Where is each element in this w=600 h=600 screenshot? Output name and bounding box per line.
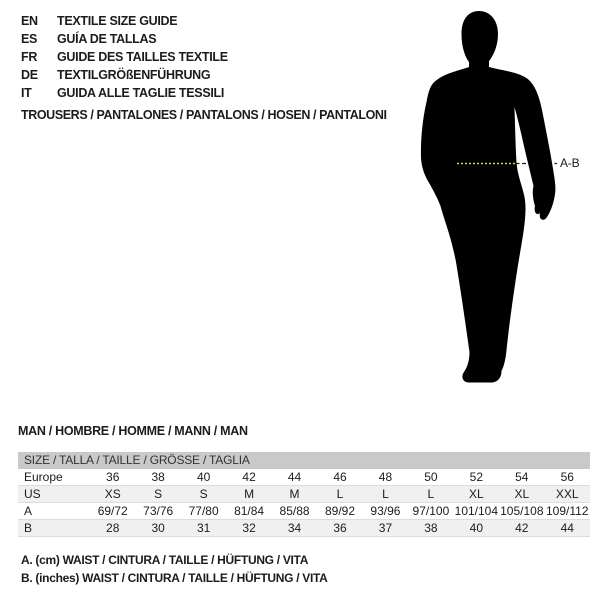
table-cell: 73/76 — [143, 504, 174, 518]
row-label: A — [24, 504, 33, 518]
table-cell: 28 — [106, 521, 120, 535]
table-row — [18, 503, 590, 520]
language-row — [21, 12, 228, 30]
table-cell: 44 — [287, 470, 302, 484]
table-row — [18, 469, 590, 486]
table-cell: XS — [104, 487, 121, 501]
table-cell: 44 — [560, 521, 574, 535]
table-cell: 31 — [196, 521, 211, 535]
man-silhouette-path — [421, 11, 555, 383]
table-cell: 56 — [560, 470, 574, 484]
man-silhouette-icon — [415, 5, 565, 390]
table-cell: 85/88 — [279, 504, 310, 518]
table-cell: XL — [469, 487, 484, 501]
size-table-header: SIZE / TALLA / TAILLE / GRÖSSE / TAGLIA — [18, 452, 590, 469]
table-cell: 101/104 — [454, 504, 499, 518]
table-cell: 38 — [151, 470, 165, 484]
table-cell: 89/92 — [324, 504, 355, 518]
table-cell: 48 — [378, 470, 393, 484]
table-cell: 34 — [287, 521, 302, 535]
language-code: DE — [21, 68, 38, 82]
table-cell: 42 — [515, 521, 529, 535]
note-a: A. (cm) WAIST / CINTURA / TAILLE / HÜFTUNG / VITA — [21, 553, 309, 567]
language-label: GUIDA ALLE TAGLIE TESSILI — [57, 86, 225, 100]
table-cell: 40 — [469, 521, 484, 535]
table-cell: 93/96 — [370, 504, 401, 518]
table-cell: 109/112 — [546, 504, 589, 518]
table-cell: 36 — [333, 521, 347, 535]
note-b: B. (inches) WAIST / CINTURA / TAILLE / HÜFTUNG / VITA — [21, 571, 328, 585]
table-cell: L — [427, 487, 435, 501]
language-label: TEXTILGRÖßENFÜHRUNG — [57, 68, 211, 82]
measure-notes — [21, 551, 328, 587]
table-cell: 52 — [469, 470, 484, 484]
row-label: US — [24, 487, 41, 501]
size-table-body — [18, 469, 590, 537]
language-code: EN — [21, 14, 38, 28]
table-cell: 37 — [378, 521, 393, 535]
language-label: TEXTILE SIZE GUIDE — [57, 14, 178, 28]
table-cell: 97/100 — [412, 504, 450, 518]
language-list — [21, 12, 228, 102]
row-label: Europe — [24, 470, 63, 484]
table-cell: 105/108 — [500, 504, 544, 518]
table-cell: 69/72 — [97, 504, 128, 518]
table-cell: 36 — [106, 470, 120, 484]
language-code: IT — [21, 86, 32, 100]
table-cell: 38 — [424, 521, 438, 535]
language-row — [21, 66, 228, 84]
table-cell: 77/80 — [188, 504, 219, 518]
language-row — [21, 30, 228, 48]
language-code: ES — [21, 32, 38, 46]
table-cell: 81/84 — [234, 504, 265, 518]
table-cell: M — [244, 487, 255, 501]
table-cell: L — [336, 487, 344, 501]
table-cell: 42 — [242, 470, 256, 484]
language-code: FR — [21, 50, 38, 64]
table-cell: XL — [514, 487, 530, 501]
table-cell: S — [199, 487, 208, 501]
table-cell: XXL — [555, 487, 579, 501]
table-cell: 50 — [424, 470, 438, 484]
table-cell: S — [154, 487, 163, 501]
row-label: B — [24, 521, 33, 535]
language-row — [21, 48, 228, 66]
table-cell: 46 — [333, 470, 347, 484]
language-label: GUÍA DE TALLAS — [57, 32, 157, 46]
table-row — [18, 486, 590, 503]
table-cell: L — [382, 487, 389, 501]
table-row — [18, 520, 590, 537]
waist-measure-label: A-B — [560, 156, 580, 170]
language-row — [21, 84, 228, 102]
size-table — [18, 452, 590, 537]
table-cell: 30 — [151, 521, 165, 535]
section-title: MAN / HOMBRE / HOMME / MANN / MAN — [18, 424, 248, 438]
table-cell: 54 — [515, 470, 529, 484]
table-cell: M — [289, 487, 300, 501]
garment-title: TROUSERS / PANTALONES / PANTALONS / HOSEN / PANTALONI — [21, 108, 387, 122]
language-label: GUIDE DES TAILLES TEXTILE — [57, 50, 228, 64]
table-cell: 40 — [196, 470, 211, 484]
table-cell: 32 — [242, 521, 256, 535]
